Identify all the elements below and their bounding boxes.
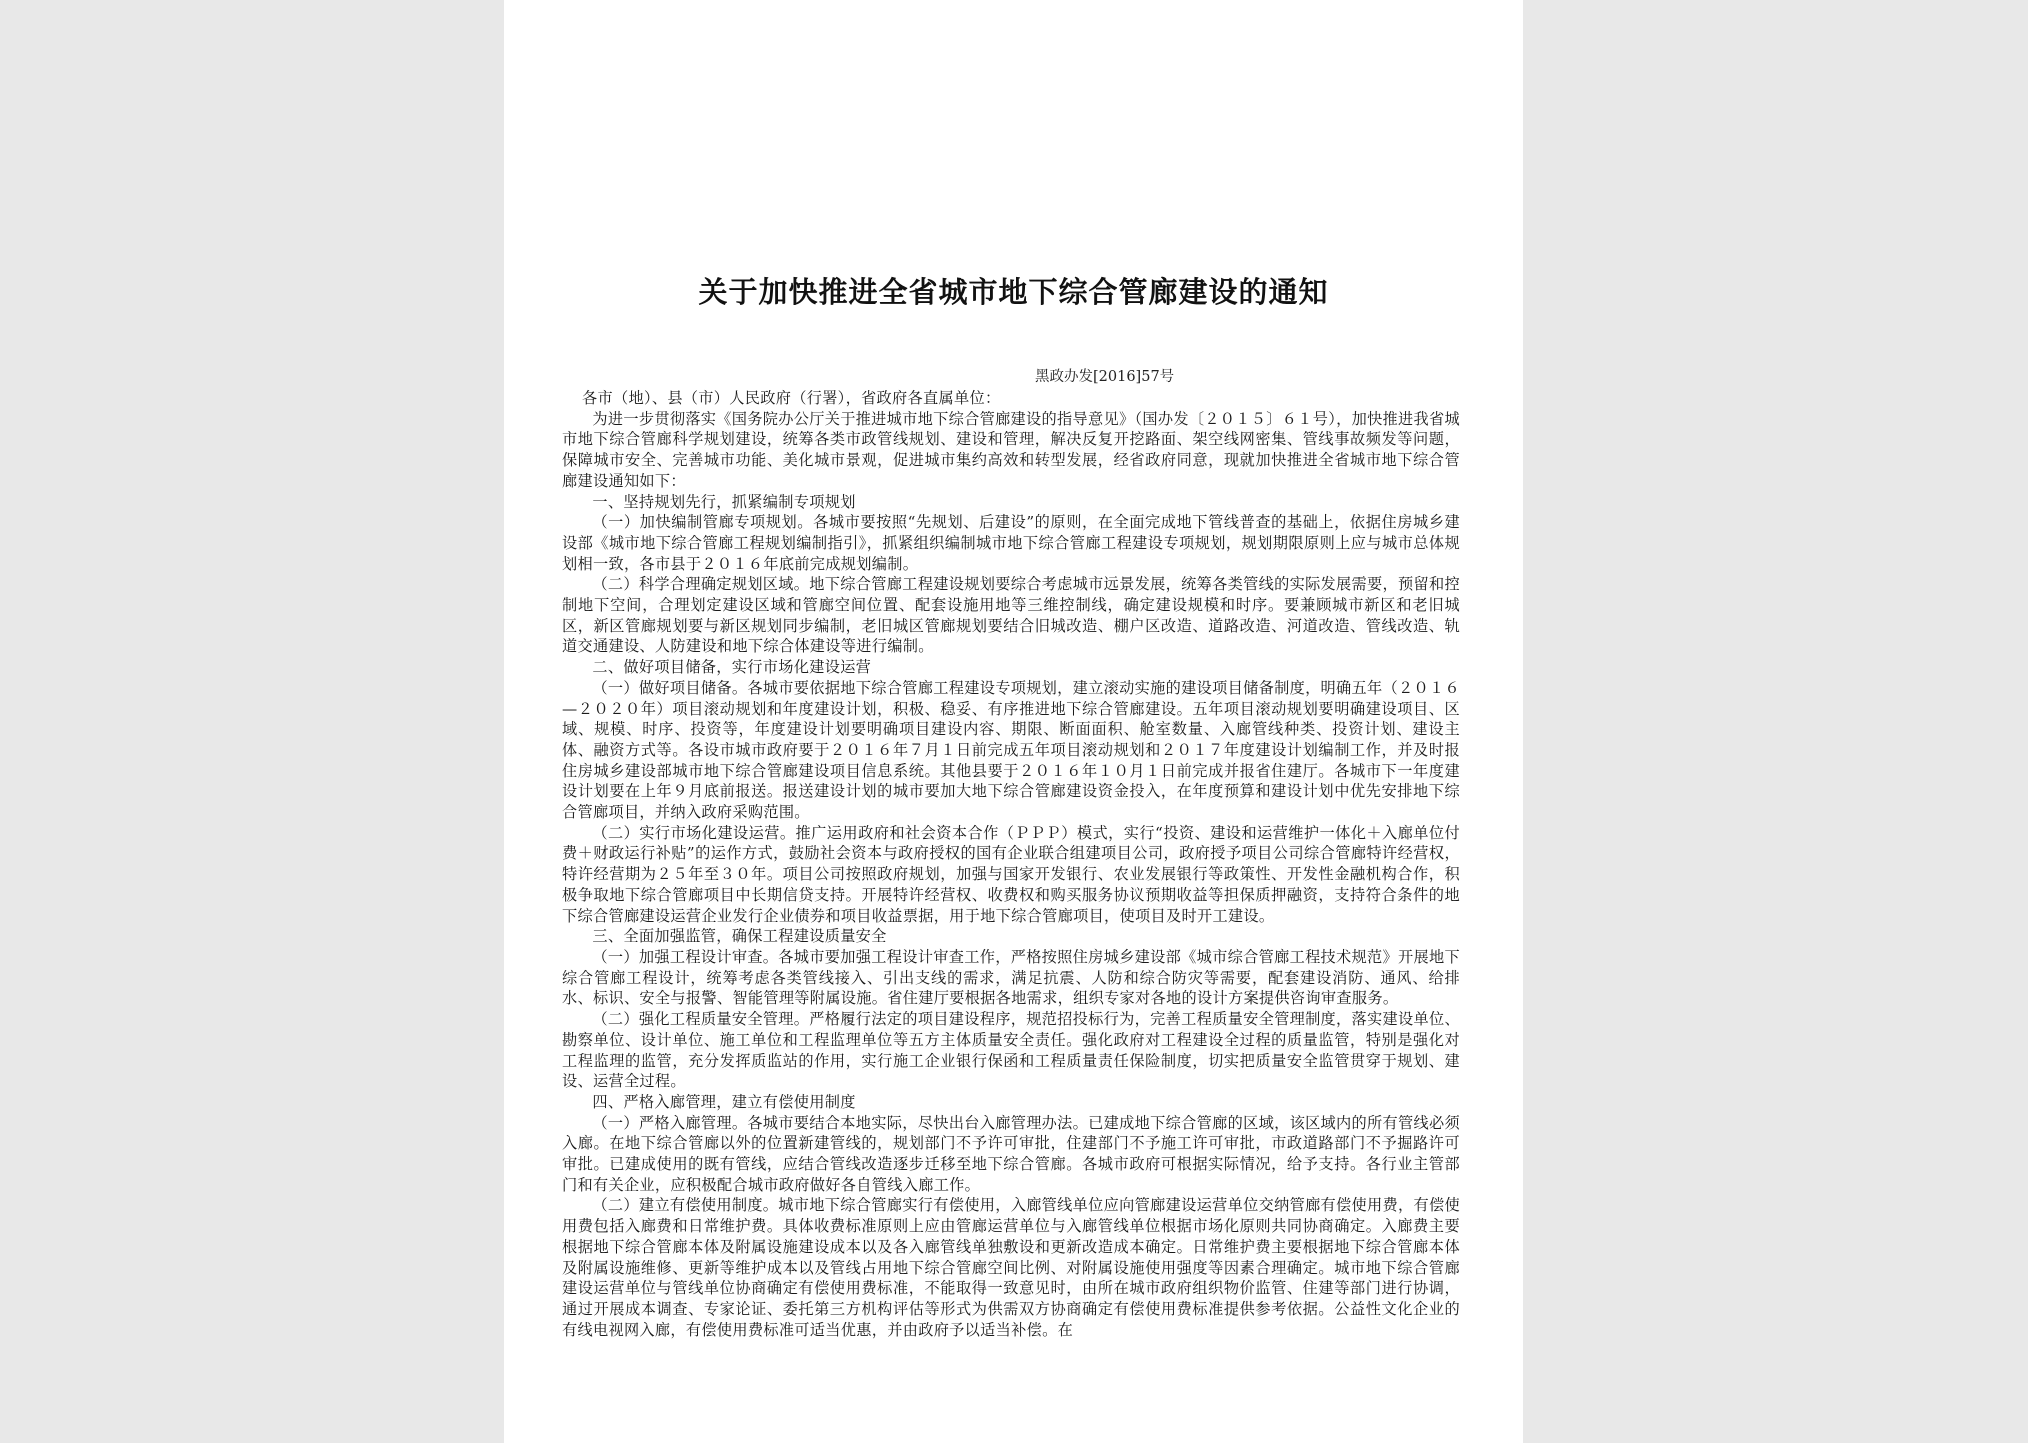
paragraph-intro: 为进一步贯彻落实《国务院办公厅关于推进城市地下综合管廊建设的指导意见》（国办发〔２０１５〕６１号），加快推进我省城市地下综合管廊科学规划建设，统筹各类市政管线规划、建设和管理，解决反复开挖路面、架空线网密集、管线事故频发等问题，保障城市安全、完善城市功能、美化城市景观，促进城市集约高效和转型发展，经省政府同意，现就加快推进全省城市地下综合管廊建设通知如下： <box>562 409 1460 490</box>
paragraph: （二）科学合理确定规划区域。地下综合管廊工程建设规划要综合考虑城市远景发展，统筹各类管线的实际发展需要，预留和控制地下空间，合理划定建设区域和管廊空间位置、配套设施用地等三维控制线，确定建设规模和时序。要兼顾城市新区和老旧城区，新区管廊规划要与新区规划同步编制，老旧城区管廊规划要结合旧城改造、棚户区改造、道路改造、河道改造、管线改造、轨道交通建设、人防建设和地下综合体建设等进行编制。 <box>562 575 1460 656</box>
document-number: 黑政办发[2016]57号 <box>1035 369 1175 385</box>
document-page <box>504 0 1523 1443</box>
paragraph: （二）实行市场化建设运营。推广运用政府和社会资本合作（ＰＰＰ）模式，实行“投资、建设和运营维护一体化＋入廊单位付费＋财政运行补贴”的运作方式，鼓励社会资本与政府授权的国有企业联合组建项目公司，政府授予项目公司综合管廊特许经营权，特许经营期为２５年至３０年。项目公司按照政府规划，加强与国家开发银行、农业发展银行等政策性、开发性金融机构合作，积极争取地下综合管廊项目中长期信贷支持。开展特许经营权、收费权和购买服务协议预期收益等担保质押融资，支持符合条件的地下综合管廊建设运营企业发行企业债券和项目收益票据，用于地下综合管廊项目，使项目及时开工建设。 <box>562 823 1460 925</box>
document-body <box>562 388 1460 1340</box>
salutation: 各市（地）、县（市）人民政府（行署），省政府各直属单位： <box>582 389 1001 407</box>
section-heading-4: 四、严格入廊管理，建立有偿使用制度 <box>592 1092 856 1111</box>
section-heading-1: 一、坚持规划先行，抓紧编制专项规划 <box>592 492 856 511</box>
document-title: 关于加快推进全省城市地下综合管廊建设的通知 <box>698 275 1329 309</box>
paragraph: （一）加强工程设计审查。各城市要加强工程设计审查工作，严格按照住房城乡建设部《城市综合管廊工程技术规范》开展地下综合管廊工程设计，统筹考虑各类管线接入、引出支线的需求，满足抗震、人防和综合防灾等需要，配套建设消防、通风、给排水、标识、安全与报警、智能管理等附属设施。省住建厅要根据各地需求，组织专家对各地的设计方案提供咨询审查服务。 <box>562 947 1460 1008</box>
paragraph: （一）加快编制管廊专项规划。各城市要按照“先规划、后建设”的原则，在全面完成地下管线普查的基础上，依据住房城乡建设部《城市地下综合管廊工程规划编制指引》，抓紧组织编制城市地下综合管廊工程建设专项规划，规划期限原则上应与城市总体规划相一致，各市县于２０１６年底前完成规划编制。 <box>562 513 1460 573</box>
section-heading-3: 三、全面加强监管，确保工程建设质量安全 <box>592 927 887 946</box>
paragraph: （一）做好项目储备。各城市要依据地下综合管廊工程建设专项规划，建立滚动实施的建设项目储备制度，明确五年（２０１６—２０２０年）项目滚动规划和年度建设计划，积极、稳妥、有序推进地下综合管廊建设。五年项目滚动规划要明确建设项目、区域、规模、时序、投资等，年度建设计划要明确项目建设内容、期限、断面面积、舱室数量、入廊管线种类、投资计划、建设主体、融资方式等。各设市城市政府要于２０１６年７月１日前完成五年项目滚动规划和２０１７年度建设计划编制工作，并及时报住房城乡建设部城市地下综合管廊建设项目信息系统。其他县要于２０１６年１０月１日前完成并报省住建厅。各城市下一年度建设计划要在上年９月底前报送。报送建设计划的城市要加大地下综合管廊建设资金投入，在年度预算和建设计划中优先安排地下综合管廊项目，并纳入政府采购范围。 <box>562 678 1460 822</box>
section-heading-2: 二、做好项目储备，实行市场化建设运营 <box>592 658 872 677</box>
paragraph: （二）强化工程质量安全管理。严格履行法定的项目建设程序，规范招投标行为，完善工程质量安全管理制度，落实建设单位、勘察单位、设计单位、施工单位和工程监理单位等五方主体质量安全责任。强化政府对工程建设全过程的质量监管，特别是强化对工程监理的监管，充分发挥质监站的作用，实行施工企业银行保函和工程质量责任保险制度，切实把质量安全监管贯穿于规划、建设、运营全过程。 <box>562 1010 1460 1091</box>
paragraph: （二）建立有偿使用制度。城市地下综合管廊实行有偿使用，入廊管线单位应向管廊建设运营单位交纳管廊有偿使用费，有偿使用费包括入廊费和日常维护费。具体收费标准原则上应由管廊运营单位与入廊管线单位根据市场化原则共同协商确定。入廊费主要根据地下综合管廊本体及附属设施建设成本以及各入廊管线单独敷设和更新改造成本确定。日常维护费主要根据地下综合管廊本体及附属设施维修、更新等维护成本以及管线占用地下综合管廊空间比例、对附属设施使用强度等因素合理确定。城市地下综合管廊建设运营单位与管线单位协商确定有偿使用费标准，不能取得一致意见时，由所在城市政府组织物价监管、住建等部门进行协调，通过开展成本调查、专家论证、委托第三方机构评估等形式为供需双方协商确定有偿使用费标准提供参考依据。公益性文化企业的有线电视网入廊，有偿使用费标准可适当优惠，并由政府予以适当补偿。在 <box>562 1196 1460 1339</box>
paragraph: （一）严格入廊管理。各城市要结合本地实际，尽快出台入廊管理办法。已建成地下综合管廊的区域，该区域内的所有管线必须入廊。在地下综合管廊以外的位置新建管线的，规划部门不予许可审批，住建部门不予施工许可审批，市政道路部门不予掘路许可审批。已建成使用的既有管线，应结合管线改造逐步迁移至地下综合管廊。各城市政府可根据实际情况，给予支持。各行业主管部门和有关企业，应积极配合城市政府做好各自管线入廊工作。 <box>562 1113 1460 1194</box>
